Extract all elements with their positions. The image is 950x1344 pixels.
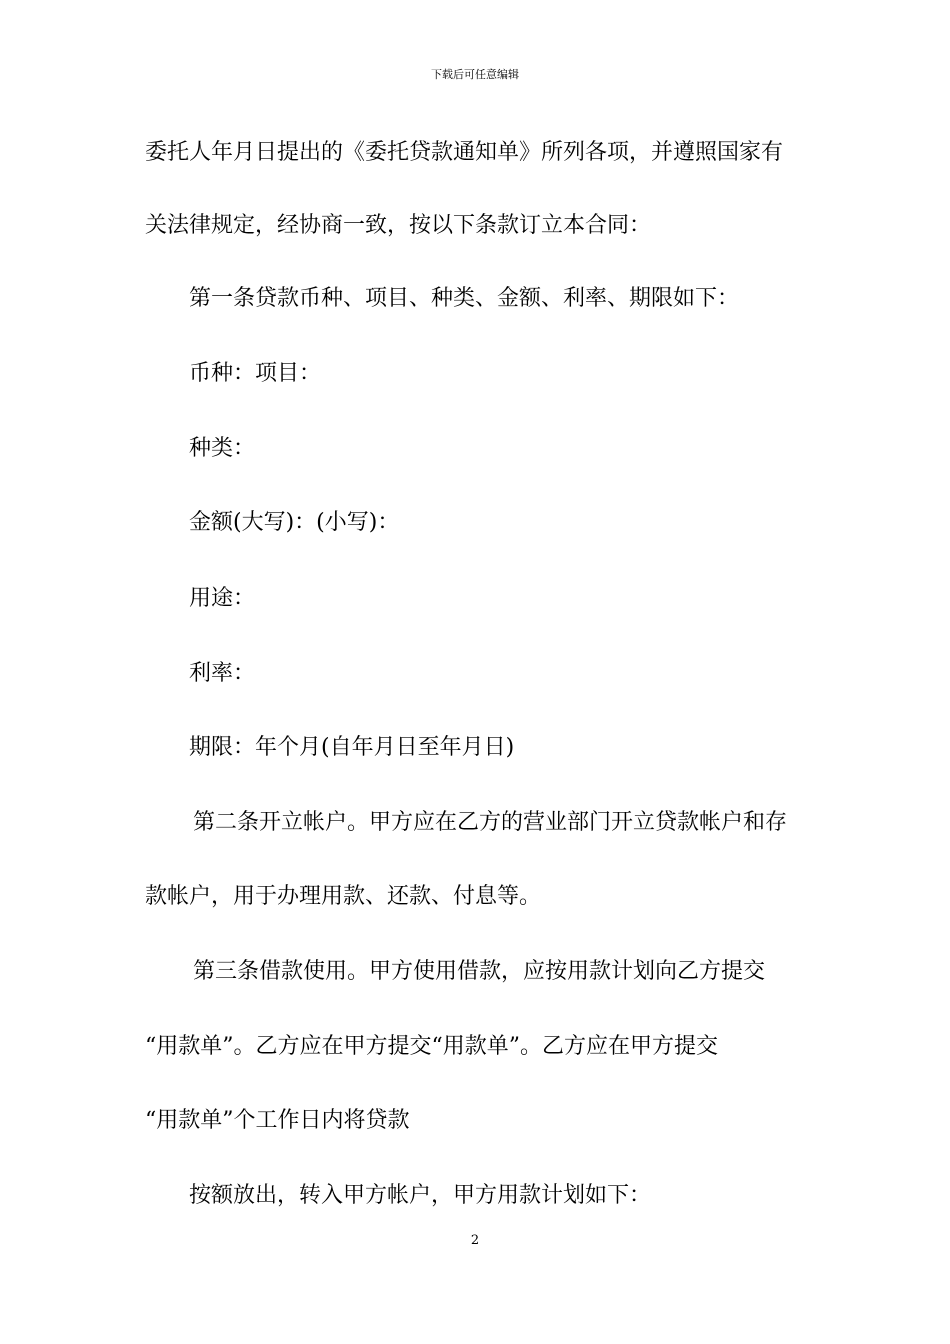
article-1-heading: 第一条贷款币种、项目、种类、金额、利率、期限如下： bbox=[189, 286, 740, 311]
field-purpose: 用途： bbox=[189, 586, 256, 611]
paragraph-line: 按额放出，转入甲方帐户，甲方用款计划如下： bbox=[189, 1183, 652, 1208]
article-3-heading: 第三条借款使用。甲方使用借款，应按用款计划向乙方提交 bbox=[193, 959, 766, 984]
paragraph-line: “用款单”个工作日内将贷款 bbox=[145, 1108, 410, 1133]
article-2-heading: 第二条开立帐户。甲方应在乙方的营业部门开立贷款帐户和存 bbox=[193, 810, 788, 835]
field-currency-project: 币种：项目： bbox=[189, 361, 322, 386]
field-amount: 金额(大写)：(小写)： bbox=[189, 510, 400, 535]
paragraph-line: 委托人年月日提出的《委托贷款通知单》所列各项，并遵照国家有 bbox=[145, 140, 784, 165]
field-interest-rate: 利率： bbox=[189, 661, 256, 686]
paragraph-line: “用款单”。乙方应在甲方提交“用款单”。乙方应在甲方提交 bbox=[145, 1034, 718, 1059]
page-number: 2 bbox=[470, 1233, 480, 1248]
paragraph-line: 款帐户，用于办理用款、还款、付息等。 bbox=[145, 884, 542, 909]
field-type: 种类： bbox=[189, 436, 256, 461]
field-term: 期限：年个月(自年月日至年月日) bbox=[189, 735, 515, 760]
page-header: 下载后可任意编辑 bbox=[431, 68, 519, 81]
paragraph-line: 关法律规定，经协商一致，按以下条款订立本合同： bbox=[145, 213, 652, 238]
